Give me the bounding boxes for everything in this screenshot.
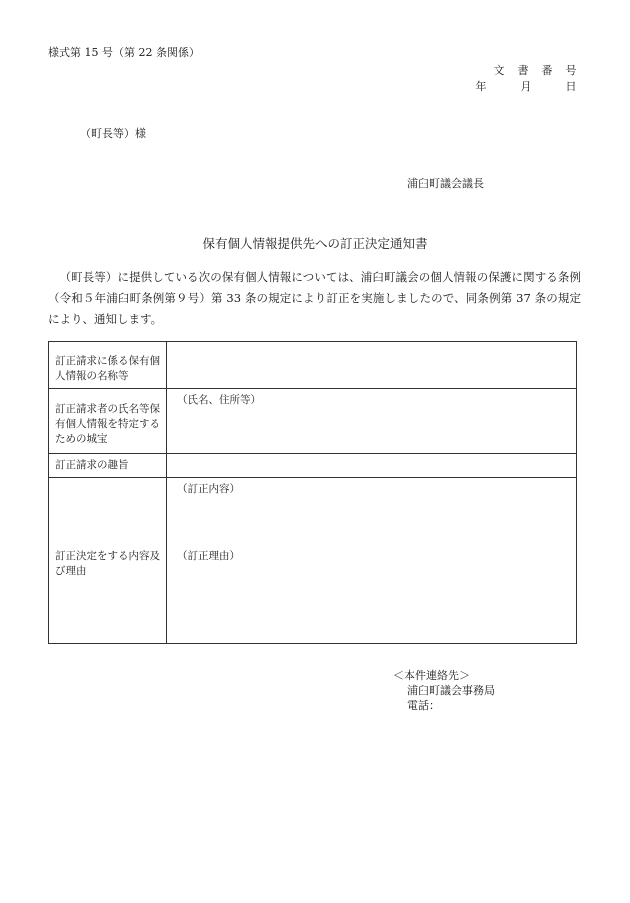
row-content-info-name [167, 342, 577, 389]
table-row [49, 389, 577, 454]
sender: 浦臼町議会議長 [407, 177, 484, 190]
row-label-requester: 訂正請求者の氏名等保有個人情報を特定するための城宝 [49, 389, 167, 454]
contact-heading: ＜本件連絡先＞ [393, 669, 470, 682]
row-label-info-name: 訂正請求に係る保有個人情報の名称等 [49, 342, 167, 389]
contact-block [393, 668, 495, 713]
doc-number-char: 書 [517, 64, 529, 77]
form-number: 様式第 15 号（第 22 条関係） [48, 46, 200, 59]
correction-reason-label: （訂正理由） [177, 550, 240, 562]
doc-number-char: 番 [541, 64, 553, 77]
row-content-decision [167, 478, 577, 644]
info-table [48, 341, 577, 644]
table-row [49, 454, 577, 478]
doc-number-char: 文 [493, 64, 505, 77]
row-content-requester: （氏名、住所等） [167, 389, 577, 454]
row-label-decision: 訂正決定をする内容及び理由 [49, 478, 167, 644]
date-line [474, 80, 578, 94]
contact-phone: 電話： [407, 699, 440, 712]
row-content-purpose [167, 454, 577, 478]
date-month-label: 月 [520, 80, 532, 93]
document-number-label [482, 64, 578, 78]
document-title: 保有個人情報提供先への訂正決定通知書 [202, 236, 428, 251]
doc-number-char: 号 [565, 64, 577, 77]
correction-content-label: （訂正内容） [177, 483, 240, 495]
date-year-label: 年 [475, 80, 487, 93]
row-label-purpose: 訂正請求の趣旨 [49, 454, 167, 478]
table-row [49, 342, 577, 389]
date-day-label: 日 [565, 80, 577, 93]
contact-office: 浦臼町議会事務局 [407, 684, 495, 697]
addressee: （町長等）様 [80, 127, 146, 140]
table-row [49, 478, 577, 644]
body-text: （町長等）に提供している次の保有個人情報については、浦臼町議会の個人情報の保護に関する条例（令和５年浦臼町条例第９号）第 33 条の規定により訂正を実施しましたので、同条例第 37 条の規定により、通知します。 [48, 270, 581, 326]
